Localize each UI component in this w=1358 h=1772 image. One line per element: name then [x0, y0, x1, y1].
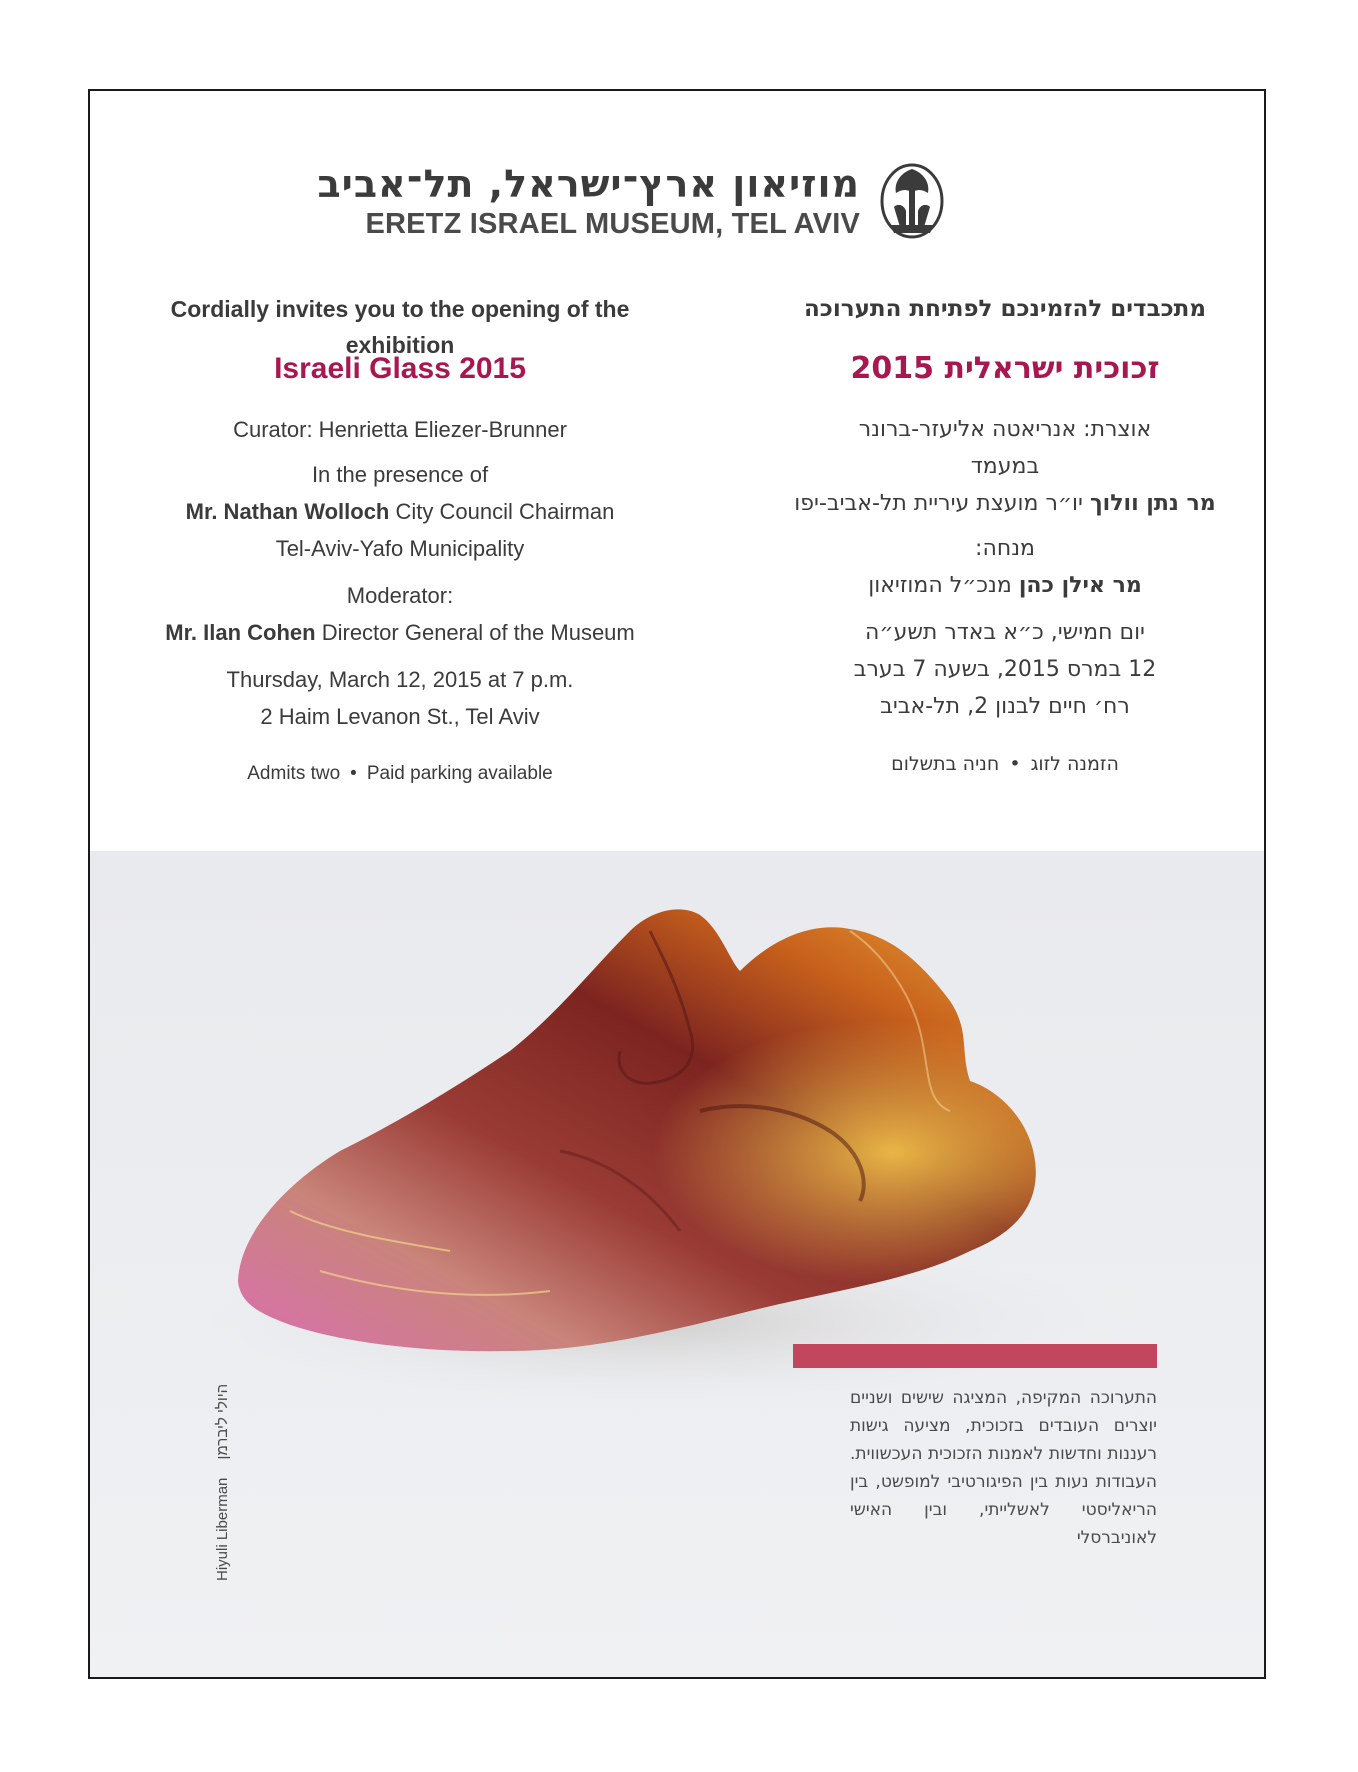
event-date-gregorian-hebrew: 12 במרס 2015, בשעה 7 בערב — [853, 657, 1157, 682]
hebrew-column — [780, 291, 1230, 779]
museum-name-hebrew: מוזיאון ארץ־ישראל, תל־אביב — [317, 162, 860, 206]
event-date: Thursday, March 12, 2015 at 7 p.m. — [226, 667, 574, 692]
photo-credit — [214, 1251, 231, 1581]
museum-name-english: ERETZ ISRAEL MUSEUM, TEL AVIV — [365, 208, 860, 240]
moderator-label-hebrew: מנחה: — [975, 536, 1035, 561]
moderator-role-hebrew: מנכ״ל המוזיאון — [868, 573, 1019, 598]
event-date-hebrew: יום חמישי, כ״א באדר תשע״ה — [865, 620, 1145, 645]
invitation-card — [88, 89, 1266, 1679]
tree-emblem-icon — [880, 163, 944, 239]
parking-text: Paid parking available — [366, 763, 553, 784]
museum-name — [318, 161, 861, 241]
event-address: 2 Haim Levanon St., Tel Aviv — [260, 704, 540, 729]
event-address-hebrew: רח׳ חיים לבנון 2, תל-אביב — [880, 694, 1130, 719]
separator-dot-hebrew: • — [1009, 753, 1021, 775]
moderator-name: Mr. Ilan Cohen — [165, 620, 316, 645]
guest-name-hebrew: מר נתן וולוך — [1089, 491, 1216, 516]
guest-role-hebrew: יו״ר מועצת עיריית תל-אביב-יפו — [794, 491, 1090, 516]
glass-face-sculpture — [90, 851, 1266, 1679]
moderator-line — [140, 614, 660, 651]
admission-info — [140, 759, 660, 789]
glass-face-photo — [90, 851, 1266, 1679]
guest-name: Mr. Nathan Wolloch — [185, 499, 390, 524]
admission-info-hebrew — [780, 749, 1230, 779]
photo-credit-english: Hiyuli Liberman — [214, 1477, 231, 1581]
exhibition-description: התערוכה המקיפה, המציגה שישים ושניים יוצרים העובדים בזכוכית, מציעה גישות רעננות וחדשות לאמנות הזכוכית העכשווית. העבודות נעות בין הפיגורטיבי למופשט, בין הריאליסטי לאשלייתי, ובין האישי לאוניברסלי — [850, 1388, 1157, 1548]
invite-text: Cordially invites you to the opening of the exhibition — [170, 296, 630, 358]
moderator-role: Director General of the Museum — [315, 620, 635, 645]
guest-org: Tel-Aviv-Yafo Municipality — [275, 536, 525, 561]
moderator-line-hebrew — [780, 567, 1230, 604]
photo-credit-hebrew: היולי ליברמן — [214, 1383, 231, 1460]
presence-line-hebrew: במעמד — [970, 454, 1040, 479]
english-column — [140, 291, 660, 789]
separator-dot: • — [350, 763, 357, 784]
admits-text-hebrew: הזמנה לזוג — [1030, 753, 1119, 775]
guest-line — [140, 493, 660, 530]
museum-logo — [90, 161, 1264, 251]
moderator-name-hebrew: מר אילן כהן — [1018, 573, 1142, 598]
guest-line-hebrew — [780, 485, 1230, 522]
curator-line-hebrew: אוצרת: אנריאטה אליעזר-ברונר — [858, 417, 1152, 442]
admits-text: Admits two — [247, 763, 341, 784]
invite-text-hebrew: מתכבדים להזמינכם לפתיחת התערוכה — [804, 296, 1206, 322]
moderator-label: Moderator: — [346, 583, 454, 608]
curator-line: Curator: Henrietta Eliezer-Brunner — [233, 417, 567, 442]
exhibition-title-hebrew: זכוכית ישראלית 2015 — [850, 351, 1160, 386]
presence-line: In the presence of — [311, 462, 489, 487]
exhibition-title: Israeli Glass 2015 — [274, 352, 526, 385]
guest-role: City Council Chairman — [389, 499, 615, 524]
accent-bar — [793, 1344, 1157, 1368]
parking-text-hebrew: חניה בתשלום — [891, 753, 1000, 775]
